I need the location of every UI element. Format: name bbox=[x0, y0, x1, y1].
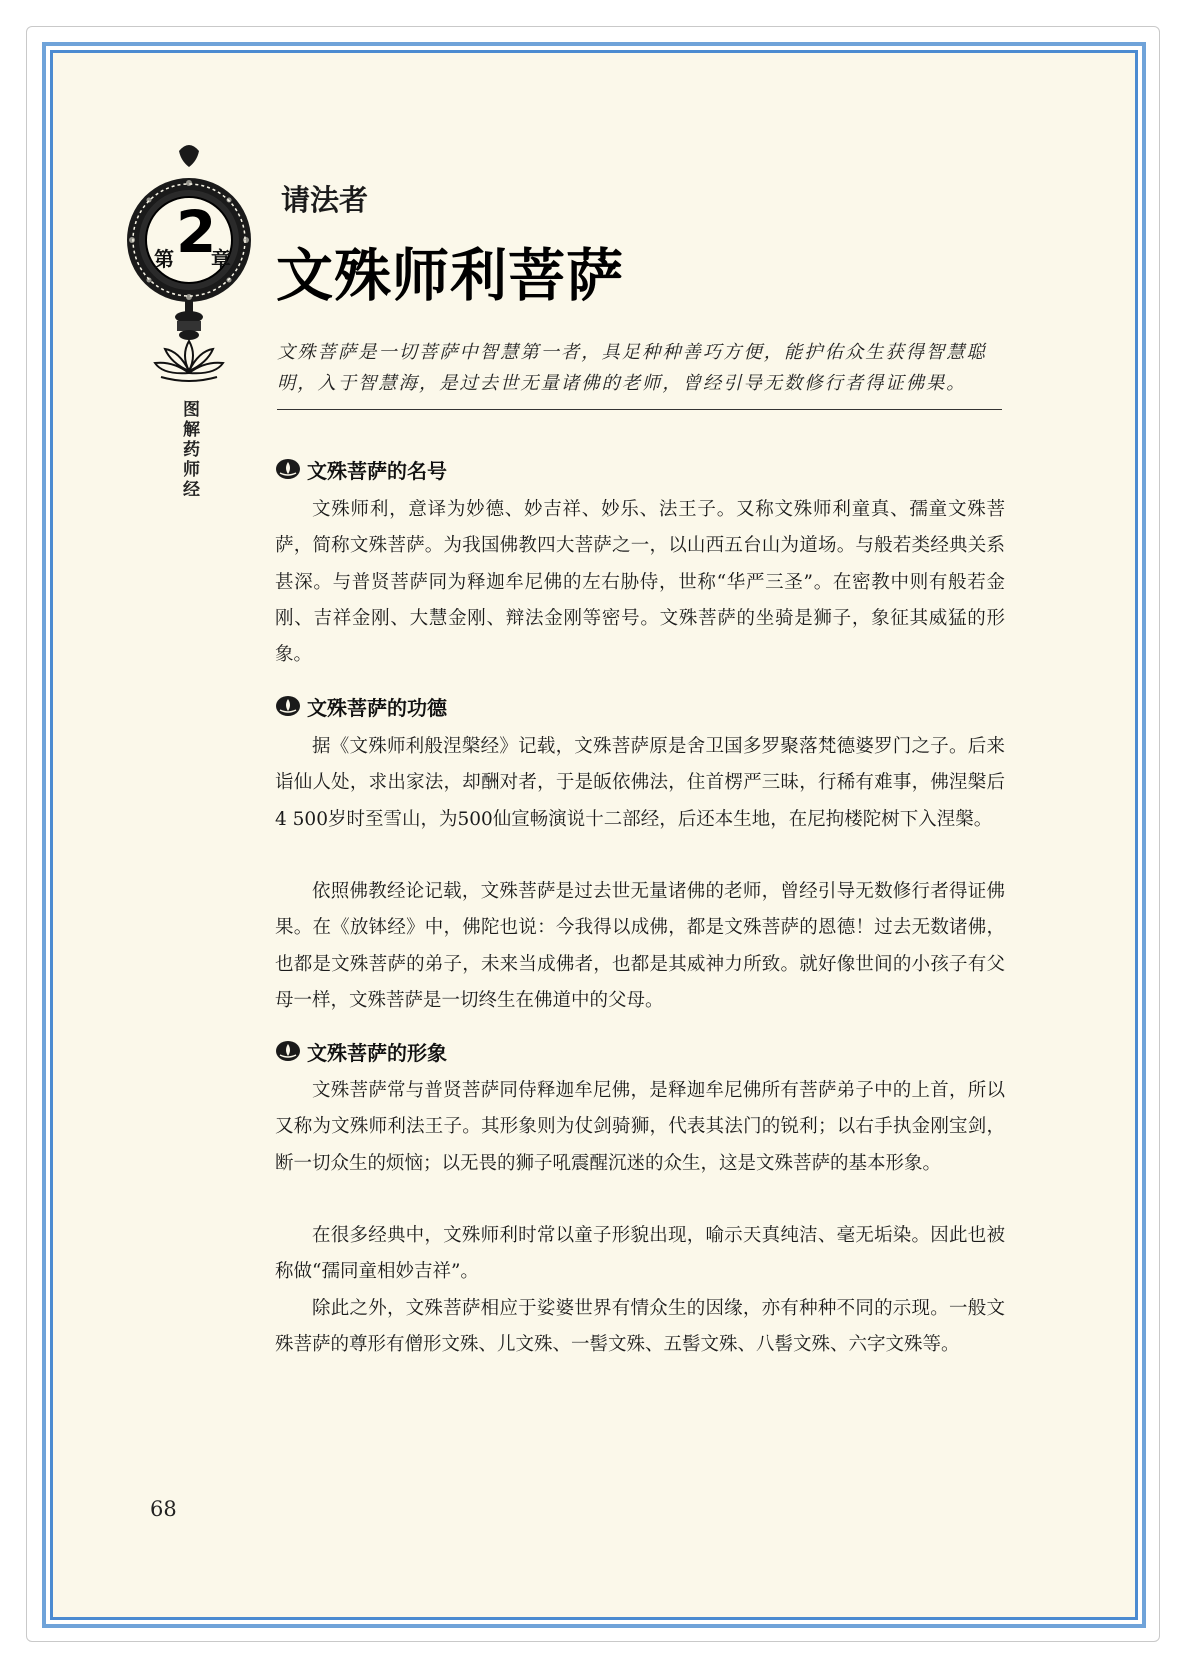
paragraph: 在很多经典中，文殊师利时常以童子形貌出现，喻示天真纯洁、毫无垢染。因此也被称做“孺同童相妙吉祥”。 bbox=[275, 1225, 1005, 1283]
chapter-prefix: 第 bbox=[154, 247, 174, 271]
section-heading-text: 文殊菩萨的形象 bbox=[307, 1040, 447, 1065]
chapter-intro: 文殊菩萨是一切菩萨中智慧第一者，具足种种善巧方便，能护佑众生获得智慧聪明，入于智慧海，是过去世无量诸佛的老师，曾经引导无数修行者得证佛果。 bbox=[277, 342, 987, 394]
lotus-icon bbox=[275, 694, 301, 718]
paragraph: 文殊菩萨常与普贤菩萨同侍释迦牟尼佛，是释迦牟尼佛所有菩萨弟子中的上首，所以又称为文殊师利法王子。其形象则为仗剑骑狮，代表其法门的锐利；以右手执金刚宝剑，断一切众生的烦恼；以无畏的狮子吼震醒沉迷的众生，这是文殊菩萨的基本形象。 bbox=[275, 1080, 1005, 1174]
paragraph: 据《文殊师利般涅槃经》记载，文殊菩萨原是舍卫国多罗聚落梵德婆罗门之子。后来诣仙人处，求出家法，却酬对者，于是皈依佛法，住首楞严三昧，行稀有难事，佛涅槃后4 500岁时至雪山，为500仙宣畅演说十二部经，后还本生地，在尼拘楼陀树下入涅槃。 bbox=[275, 736, 1005, 830]
book-title-vertical: 图解药师经 bbox=[179, 400, 199, 500]
lotus-icon bbox=[275, 457, 301, 481]
chapter-subtitle: 请法者 bbox=[281, 183, 369, 217]
section-heading-text: 文殊菩萨的名号 bbox=[307, 458, 447, 483]
medallion-ornament-icon bbox=[127, 145, 257, 395]
chapter-number: 2 bbox=[176, 198, 217, 266]
chapter-title: 文殊师利菩萨 bbox=[276, 243, 624, 309]
section-heading-image bbox=[275, 1037, 447, 1065]
intro-divider bbox=[277, 409, 1002, 410]
section-heading-name bbox=[275, 455, 447, 483]
chapter-suffix: 章 bbox=[211, 247, 231, 271]
section-heading-text: 文殊菩萨的功德 bbox=[307, 695, 447, 720]
chapter-medallion bbox=[127, 145, 257, 395]
paragraph: 除此之外，文殊菩萨相应于娑婆世界有情众生的因缘，亦有种种不同的示现。一般文殊菩萨的尊形有僧形文殊、儿文殊、一髻文殊、五髻文殊、八髻文殊、六字文殊等。 bbox=[275, 1298, 1005, 1356]
paragraph: 依照佛教经论记载，文殊菩萨是过去世无量诸佛的老师，曾经引导无数修行者得证佛果。在《放钵经》中，佛陀也说：今我得以成佛，都是文殊菩萨的恩德！过去无数诸佛，也都是文殊菩萨的弟子，未来当成佛者，也都是其威神力所致。就好像世间的小孩子有父母一样，文殊菩萨是一切终生在佛道中的父母。 bbox=[275, 881, 1005, 1011]
paragraph: 文殊师利，意译为妙德、妙吉祥、妙乐、法王子。又称文殊师利童真、孺童文殊菩萨，简称文殊菩萨。为我国佛教四大菩萨之一，以山西五台山为道场。与般若类经典关系甚深。与普贤菩萨同为释迦牟尼佛的左右胁侍，世称“华严三圣”。在密教中则有般若金刚、吉祥金刚、大慧金刚、辩法金刚等密号。文殊菩萨的坐骑是狮子，象征其威猛的形象。 bbox=[275, 499, 1005, 666]
page-number: 68 bbox=[150, 1497, 177, 1521]
section-heading-merit bbox=[275, 692, 447, 720]
lotus-icon bbox=[275, 1039, 301, 1063]
